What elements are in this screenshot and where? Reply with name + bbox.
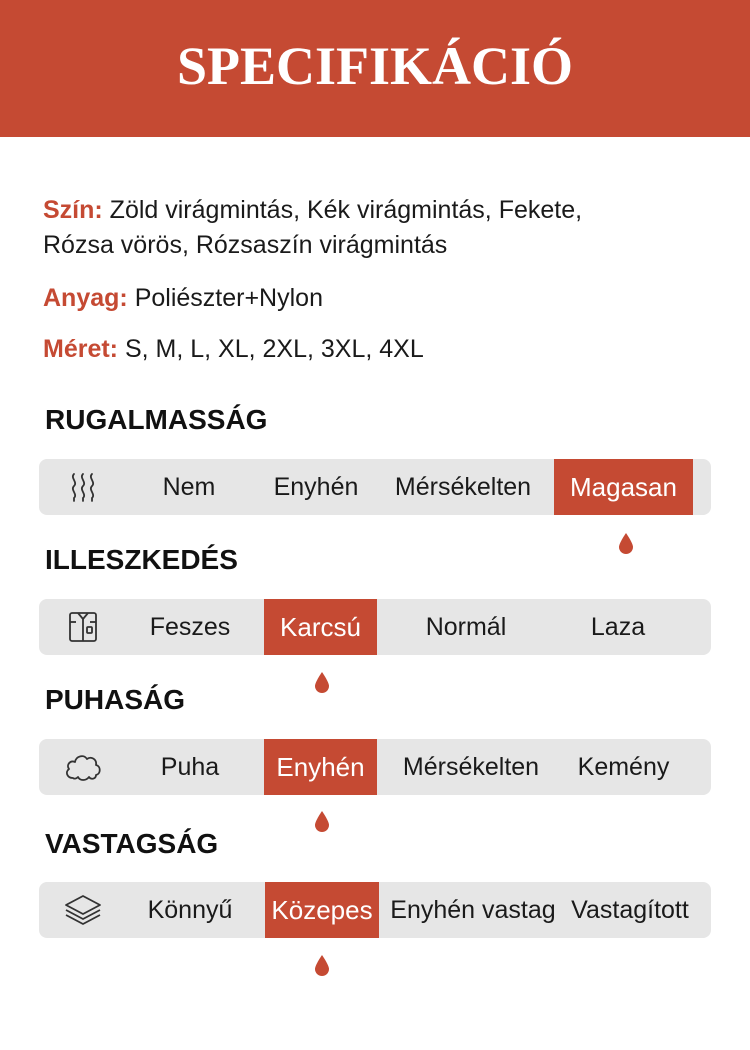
- thickness-option-vastagitott: Vastagított: [571, 895, 689, 924]
- fit-option-feszes: Feszes: [149, 612, 231, 641]
- thickness-scale-bar: [39, 882, 711, 938]
- elasticity-option-mersekelten: Mérsékelten: [394, 472, 532, 501]
- thickness-option-kozepes-selected: Közepes: [265, 882, 379, 938]
- fit-option-normal: Normál: [425, 612, 507, 641]
- cloud-icon: [61, 749, 105, 785]
- spec-color-value-line2: Rózsa vörös, Rózsaszín virágmintás: [43, 231, 448, 259]
- elasticity-indicator-drop-icon: [617, 532, 635, 556]
- elasticity-scale-bar: [39, 459, 711, 515]
- spec-size: [43, 332, 723, 367]
- elasticity-option-magasan-selected: Magasan: [554, 459, 693, 515]
- shirt-icon: [61, 609, 105, 645]
- stretch-waves-icon: [61, 469, 105, 505]
- spec-size-value: S, M, L, XL, 2XL, 3XL, 4XL: [124, 335, 424, 363]
- softness-indicator-drop-icon: [313, 810, 331, 834]
- softness-scale-bar: [39, 739, 711, 795]
- fit-indicator-drop-icon: [313, 671, 331, 695]
- fit-option-karcsu-selected: Karcsú: [264, 599, 377, 655]
- section-title-elasticity: RUGALMASSÁG: [45, 404, 268, 435]
- thickness-option-enyhen-vastag: Enyhén vastag: [390, 895, 556, 924]
- page-title: SPECIFIKÁCIÓ: [176, 35, 574, 96]
- spec-color-value: Zöld virágmintás, Kék virágmintás, Fekete,: [109, 196, 583, 224]
- spec-material-label: Anyag:: [43, 284, 128, 312]
- layers-icon: [61, 892, 105, 928]
- softness-option-mersekelten: Mérsékelten: [402, 752, 540, 781]
- spec-color: [43, 193, 723, 263]
- spec-material: [43, 281, 723, 316]
- section-title-thickness: VASTAGSÁG: [45, 828, 219, 859]
- section-title-fit: ILLESZKEDÉS: [45, 544, 238, 575]
- fit-scale-bar: [39, 599, 711, 655]
- softness-option-puha: Puha: [160, 752, 220, 781]
- elasticity-option-nem: Nem: [162, 472, 216, 501]
- thickness-option-konnyu: Könnyű: [147, 895, 233, 924]
- fit-option-laza: Laza: [590, 612, 646, 641]
- softness-option-enyhen-selected: Enyhén: [264, 739, 377, 795]
- section-title-softness: PUHASÁG: [45, 684, 186, 715]
- spec-material-value: Poliészter+Nylon: [134, 284, 323, 312]
- spec-color-label: Szín:: [43, 196, 103, 224]
- thickness-indicator-drop-icon: [313, 954, 331, 978]
- elasticity-option-enyhen: Enyhén: [273, 472, 359, 501]
- header-banner: [0, 0, 750, 137]
- softness-option-kemeny: Kemény: [577, 752, 670, 781]
- spec-size-label: Méret:: [43, 335, 119, 363]
